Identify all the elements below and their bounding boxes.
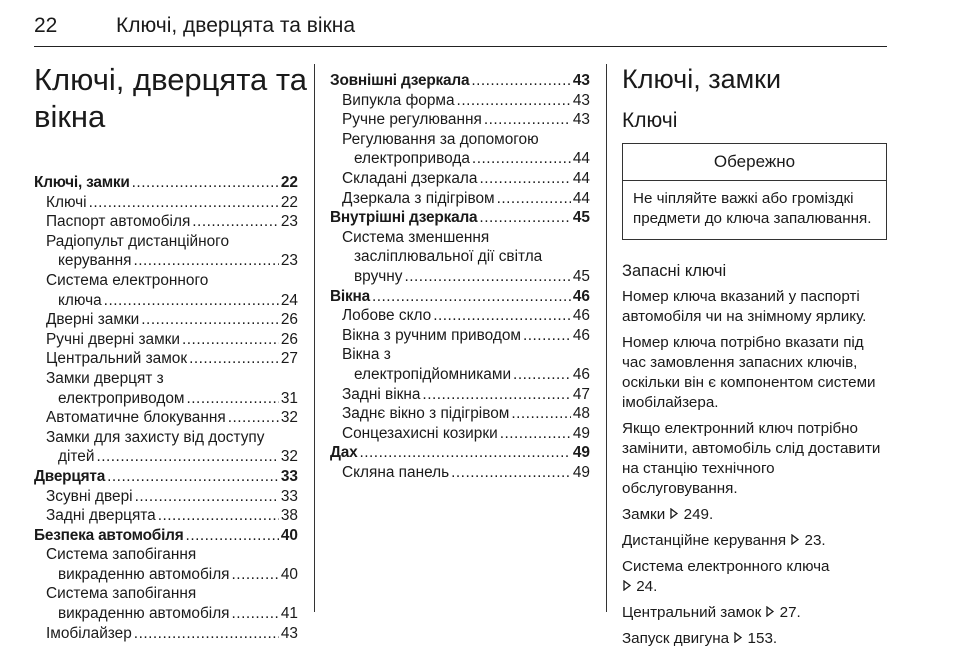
paragraph: Номер ключа вказаний у паспорті автомобіля чи на знімному ярлику.: [622, 288, 867, 325]
toc-entry-label: викраденню автомобіля: [58, 565, 230, 583]
toc-page-number: 44: [572, 150, 590, 168]
dot-leader: [189, 350, 279, 368]
toc-entry[interactable]: [34, 429, 298, 449]
toc-entry-continuation: [330, 366, 590, 386]
reference-label: Система електронного ключа: [622, 558, 830, 575]
running-title: Ключі, дверцята та вікна: [116, 14, 356, 37]
page-arrow-icon: [669, 505, 679, 525]
warning-text: Не чіпляйте важкі або громіздкі предмети до ключа запалювання.: [633, 190, 872, 227]
dot-leader: [433, 307, 571, 325]
toc-page-number: 22: [280, 193, 298, 211]
dot-leader: [89, 194, 279, 212]
warning-title: Обережно: [623, 144, 886, 181]
page-arrow-icon: [765, 603, 775, 623]
reference-page: 23.: [800, 532, 826, 549]
toc-entry[interactable]: [34, 213, 298, 233]
toc-page-number: 32: [280, 409, 298, 427]
toc-entry-label: Ручне регулювання: [342, 111, 482, 129]
subsection-heading: Ключі: [622, 109, 678, 132]
toc-entry-continuation: [34, 566, 298, 586]
toc-page-number: 43: [572, 111, 590, 129]
dot-leader: [186, 527, 279, 545]
toc-entry[interactable]: [330, 346, 590, 366]
toc-entry[interactable]: [34, 311, 298, 331]
toc-page-number: 45: [572, 267, 590, 285]
toc-entry-label: Дверцята: [34, 467, 106, 485]
toc-section-entry[interactable]: [330, 288, 590, 308]
toc-entry-continuation: [330, 268, 590, 288]
toc-page-number: 23: [280, 252, 298, 270]
column-divider: [606, 64, 607, 612]
toc-entry-label: Дах: [330, 444, 358, 462]
dot-leader: [132, 174, 279, 192]
toc-entry[interactable]: [330, 386, 590, 406]
toc-entry[interactable]: [330, 307, 590, 327]
reference-page: 249.: [679, 506, 714, 523]
toc-entry-label: Задні дверцята: [46, 507, 156, 525]
toc-page-number: 48: [572, 405, 590, 423]
dot-leader: [479, 209, 570, 227]
toc-entry-label: Замки для захисту від доступу: [46, 428, 265, 446]
dot-leader: [158, 507, 279, 525]
toc-entry-continuation: [34, 292, 298, 312]
reference-label: Запуск двигуна: [622, 630, 734, 647]
toc-entry[interactable]: [34, 585, 298, 605]
toc-page-number: 43: [280, 624, 298, 642]
dot-leader: [232, 566, 279, 584]
toc-entry[interactable]: [330, 327, 590, 347]
toc-entry-label: Лобове скло: [342, 307, 432, 325]
reference-page: 27.: [775, 604, 801, 621]
dot-leader: [192, 213, 279, 231]
toc-entry-label: Замки дверцят з: [46, 369, 164, 387]
dot-leader: [187, 390, 279, 408]
toc-entry-continuation: [34, 252, 298, 272]
toc-entry-label: Система зменшення: [342, 228, 490, 246]
reference-page: 153.: [743, 630, 778, 647]
toc-entry-label: Імобілайзер: [46, 624, 132, 642]
toc-page-number: 40: [280, 526, 298, 544]
reference-label: Дистанційне керування: [622, 532, 791, 549]
toc-page-number: 27: [280, 350, 298, 368]
toc-section-entry[interactable]: [330, 72, 590, 92]
dot-leader: [228, 409, 279, 427]
toc-entry-label: Складані дзеркала: [342, 169, 478, 187]
toc-page-number: 47: [572, 385, 590, 403]
toc-page-number: 44: [572, 189, 590, 207]
dot-leader: [523, 327, 571, 345]
dot-leader: [359, 444, 570, 462]
toc-entry-label: Система електронного: [46, 271, 209, 289]
toc-entry-label: Безпека автомобіля: [34, 526, 184, 544]
toc-entry[interactable]: [34, 488, 298, 508]
toc-entry-label: керування: [58, 252, 132, 270]
toc-entry-label: електроприводом: [58, 389, 185, 407]
dot-leader: [404, 268, 570, 286]
toc-entry[interactable]: [34, 350, 298, 370]
toc-entry-label: Скляна панель: [342, 463, 450, 481]
dot-leader: [511, 405, 571, 423]
toc-page-number: 24: [280, 291, 298, 309]
dot-leader: [232, 605, 279, 623]
toc-page-number: 46: [572, 287, 590, 305]
keys-section: [622, 64, 887, 655]
toc-page-number: 46: [572, 326, 590, 344]
toc-page-number: 22: [280, 174, 298, 191]
toc-page-number: 38: [280, 507, 298, 525]
dot-leader: [451, 464, 571, 482]
toc-page-number: 49: [572, 424, 590, 442]
toc-entry[interactable]: [34, 625, 298, 645]
toc-entry[interactable]: [34, 507, 298, 527]
toc-entry[interactable]: [34, 546, 298, 566]
toc-entry-label: Автоматичне блокування: [46, 409, 226, 427]
toc-entry-label: ключа: [58, 291, 102, 309]
toc-entry[interactable]: [330, 131, 590, 151]
toc-entry-label: Дзеркала з підігрівом: [342, 189, 495, 207]
toc-entry-label: викраденню автомобіля: [58, 605, 230, 623]
toc-entry[interactable]: [330, 190, 590, 210]
reference-label: Замки: [622, 506, 670, 523]
section-heading: Ключі, замки: [622, 64, 782, 94]
toc-entry-label: Паспорт автомобіля: [46, 213, 191, 231]
toc-entry-label: Вікна з: [342, 346, 391, 364]
dot-leader: [513, 366, 571, 384]
dot-leader: [422, 386, 570, 404]
toc-entry-label: Ключі: [46, 193, 87, 211]
toc-entry-label: Центральний замок: [46, 350, 188, 368]
dot-leader: [479, 170, 570, 188]
toc-entry-label: Заднє вікно з підігрівом: [342, 405, 510, 423]
toc-left: [34, 174, 298, 644]
toc-entry[interactable]: [330, 405, 590, 425]
toc-entry-label: Внутрішні дзеркала: [330, 209, 478, 227]
toc-page-number: 49: [572, 444, 590, 462]
dot-leader: [104, 292, 279, 310]
toc-entry[interactable]: [34, 370, 298, 390]
toc-entry-label: Зовнішні дзеркала: [330, 72, 470, 89]
dot-leader: [134, 625, 279, 643]
toc-page-number: 26: [280, 330, 298, 348]
toc-page-number: 23: [280, 213, 298, 231]
toc-entry-label: Система запобігання: [46, 585, 197, 603]
toc-entry[interactable]: [330, 464, 590, 484]
toc-entry-continuation: [34, 448, 298, 468]
toc-entry[interactable]: [34, 194, 298, 214]
cross-reference[interactable]: [622, 603, 887, 623]
toc-entry-label: Дверні замки: [46, 311, 140, 329]
cross-reference[interactable]: [622, 557, 887, 597]
dot-leader: [471, 72, 571, 90]
page-arrow-icon: [622, 577, 632, 597]
dot-leader: [497, 190, 571, 208]
toc-page-number: 46: [572, 365, 590, 383]
toc-entry-label: Вікна: [330, 287, 370, 305]
dot-leader: [96, 448, 278, 466]
toc-section-entry[interactable]: [34, 174, 298, 194]
toc-entry[interactable]: [34, 272, 298, 292]
toc-page-number: 44: [572, 169, 590, 187]
dot-leader: [472, 150, 571, 168]
dot-leader: [133, 252, 278, 270]
toc-entry[interactable]: [34, 233, 298, 253]
toc-page-number: 43: [572, 72, 590, 89]
warning-box: [622, 143, 887, 240]
toc-entry-label: Зсувні двері: [46, 487, 133, 505]
toc-entry-label: Ключі, замки: [34, 174, 130, 191]
chapter-title: Ключі, дверцята та вікна: [34, 62, 308, 134]
toc-section-entry[interactable]: [34, 527, 298, 547]
toc-middle: [330, 72, 590, 483]
paragraph: Якщо електронний ключ потрібно замінити, автомобіль слід доставити на станцію технічного обслуговування.: [622, 420, 881, 497]
toc-entry[interactable]: [330, 92, 590, 112]
toc-entry-label: Випукла форма: [342, 91, 455, 109]
toc-entry-label: Ручні дверні замки: [46, 330, 180, 348]
dot-leader: [107, 468, 279, 486]
cross-reference[interactable]: [622, 505, 887, 525]
toc-entry[interactable]: [330, 425, 590, 445]
cross-reference[interactable]: [622, 531, 887, 551]
toc-page-number: 31: [280, 389, 298, 407]
paragraph: Номер ключа потрібно вказати під час замовлення запасних ключів, оскільки він є компонентом системи імобілайзера.: [622, 334, 876, 411]
toc-section-entry[interactable]: [330, 209, 590, 229]
toc-entry-label: Вікна з ручним приводом: [342, 326, 521, 344]
page-header: [34, 10, 887, 47]
dot-leader: [135, 488, 279, 506]
toc-entry-label: Сонцезахисні козирки: [342, 424, 498, 442]
dot-leader: [141, 311, 279, 329]
toc-entry-label: Радіопульт дистанційного: [46, 232, 230, 250]
toc-page-number: 40: [280, 565, 298, 583]
dot-leader: [500, 425, 571, 443]
page-arrow-icon: [790, 531, 800, 551]
page-arrow-icon: [733, 629, 743, 649]
toc-entry[interactable]: [330, 111, 590, 131]
column-divider: [314, 64, 315, 612]
toc-entry[interactable]: [34, 331, 298, 351]
dot-leader: [182, 331, 279, 349]
toc-page-number: 26: [280, 311, 298, 329]
dot-leader: [457, 92, 571, 110]
toc-page-number: 32: [280, 448, 298, 466]
cross-reference[interactable]: [622, 629, 887, 649]
toc-page-number: 45: [572, 209, 590, 227]
toc-entry-label: електропідйомниками: [354, 365, 512, 383]
toc-entry[interactable]: [330, 229, 590, 249]
toc-entry-label: Система запобігання: [46, 546, 197, 564]
dot-leader: [372, 288, 571, 306]
toc-page-number: 33: [280, 467, 298, 485]
toc-page-number: 46: [572, 307, 590, 325]
toc-entry-label: дітей: [58, 448, 95, 466]
toc-entry-label: Регулювання за допомогою: [342, 130, 539, 148]
toc-entry[interactable]: [34, 409, 298, 429]
toc-page-number: 43: [572, 91, 590, 109]
toc-entry-continuation: засліплювальної дії світла: [354, 248, 543, 266]
toc-entry[interactable]: [330, 170, 590, 190]
toc-section-entry[interactable]: [34, 468, 298, 488]
toc-entry-continuation: [34, 605, 298, 625]
toc-entry-label: Задні вікна: [342, 385, 421, 403]
toc-entry-label: вручну: [354, 267, 403, 285]
page-number: 22: [34, 14, 58, 37]
toc-page-number: 49: [572, 463, 590, 481]
toc-page-number: 33: [280, 487, 298, 505]
toc-entry-continuation: [330, 150, 590, 170]
toc-page-number: 41: [280, 605, 298, 623]
toc-section-entry[interactable]: [330, 444, 590, 464]
toc-entry-label: електропривода: [354, 150, 470, 168]
cross-references: [622, 505, 887, 649]
reference-page: 24.: [632, 578, 658, 595]
spare-keys-heading: Запасні ключі: [622, 262, 727, 280]
dot-leader: [484, 111, 571, 129]
toc-entry-continuation: [34, 390, 298, 410]
reference-label: Центральний замок: [622, 604, 766, 621]
